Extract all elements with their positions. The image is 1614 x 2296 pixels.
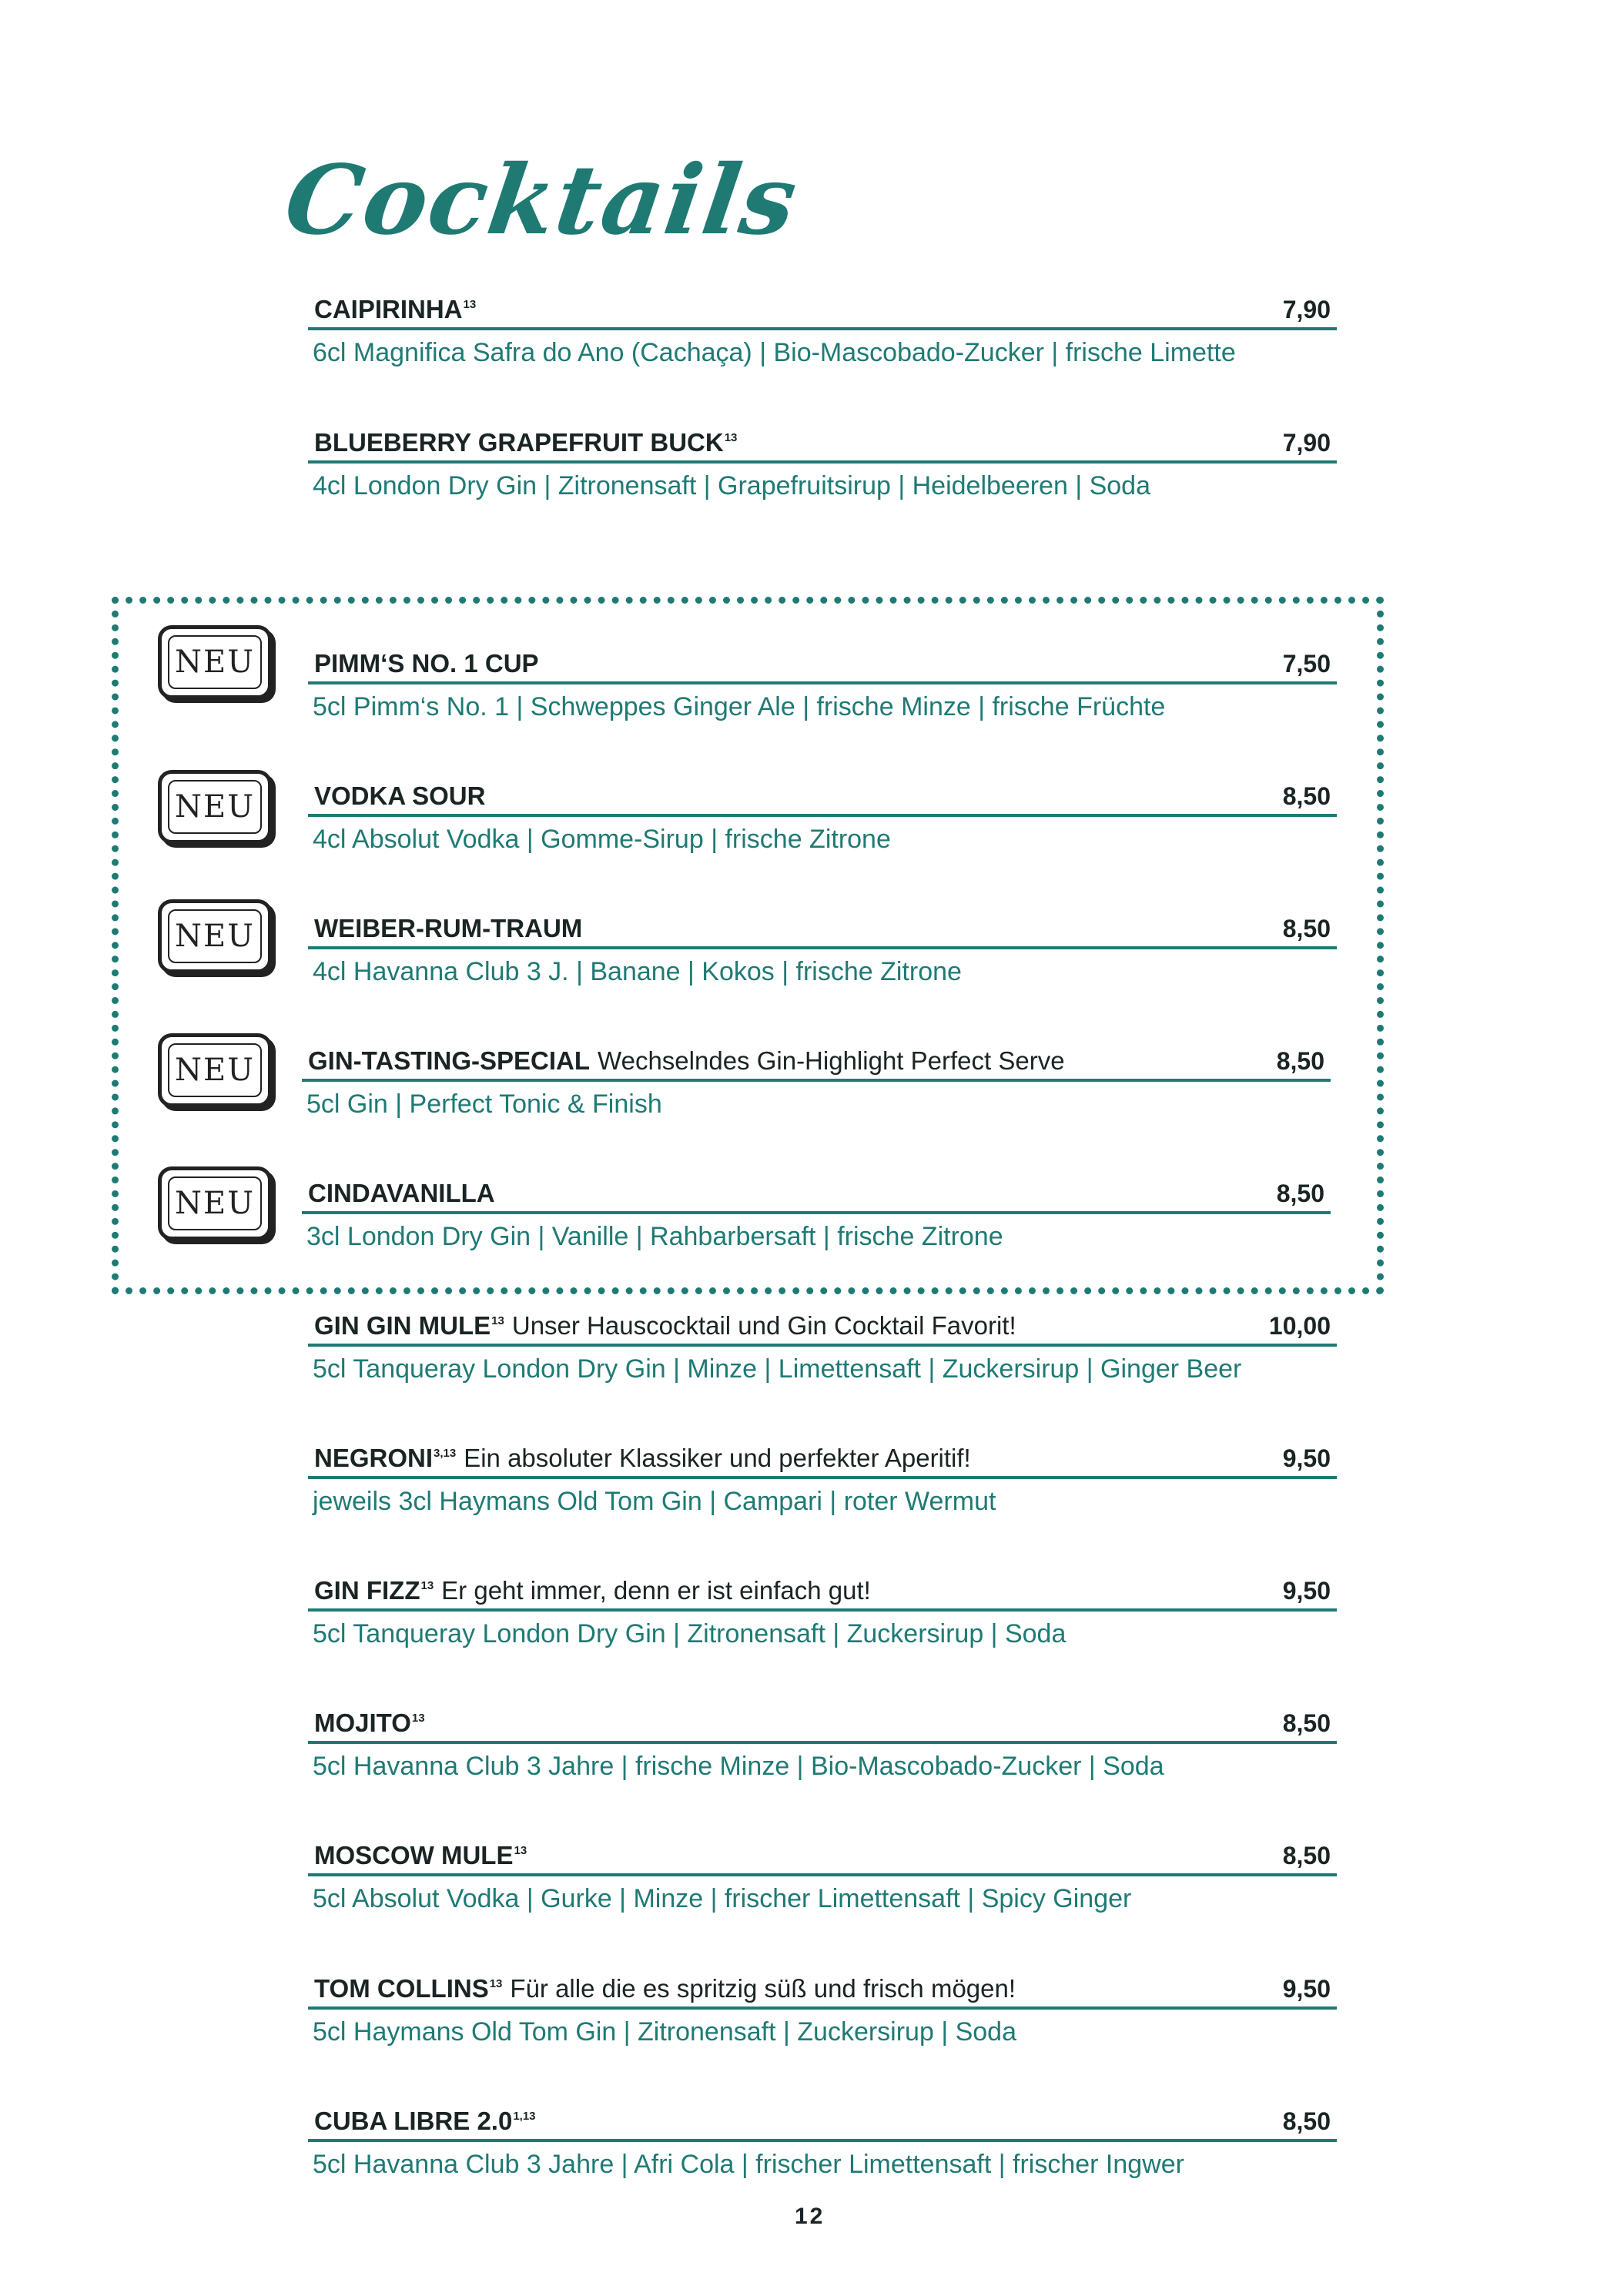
menu-item-gin-tasting-special (302, 1045, 1331, 1120)
item-name: CAIPIRINHA$^{13}$ (314, 295, 477, 323)
menu-item-cindavanilla (302, 1177, 1331, 1252)
item-price: 9,50 (1282, 1577, 1331, 1605)
item-tagline: Für alle die es spritzig süß und frisch mögen! (510, 1974, 1016, 2003)
item-description: 5cl Haymans Old Tom Gin | Zitronensaft | Zuckersirup | Soda (313, 2017, 1016, 2047)
item-tagline: Er geht immer, denn er ist einfach gut! (441, 1576, 871, 1605)
menu-item-moscow-mule (308, 1839, 1337, 1914)
menu-item-gin-fizz (308, 1575, 1337, 1649)
item-price: 8,50 (1282, 915, 1331, 942)
item-description: 5cl Havanna Club 3 Jahre | frische Minze | Bio-Mascobado-Zucker | Soda (313, 1752, 1164, 1781)
page-number: 12 (795, 2204, 825, 2229)
item-price: 7,90 (1282, 296, 1331, 323)
item-price: 7,90 (1282, 429, 1331, 457)
item-description: 4cl Havanna Club 3 J. | Banane | Kokos | frische Zitrone (313, 957, 962, 986)
item-price: 8,50 (1282, 782, 1331, 810)
item-name: TOM COLLINS$^{13}$ Für alle die es spritzig süß und frisch mögen! (314, 1974, 1016, 2003)
item-name: GIN GIN MULE$^{13}$ Unser Hauscocktail und Gin Cocktail Favorit! (314, 1311, 1016, 1340)
menu-item-cuba-libre (308, 2105, 1337, 2180)
item-description: 4cl Absolut Vodka | Gomme-Sirup | frische Zitrone (313, 825, 891, 854)
item-tagline: Ein absoluter Klassiker und perfekter Aperitif! (464, 1444, 971, 1472)
new-badge: NEU (158, 770, 272, 844)
item-description: 3cl London Dry Gin | Vanille | Rahbarbersaft | frische Zitrone (306, 1222, 1003, 1251)
menu-item-mojito (308, 1707, 1337, 1782)
item-tagline: Unser Hauscocktail und Gin Cocktail Favorit! (511, 1311, 1016, 1340)
item-name: MOSCOW MULE$^{13}$ (314, 1841, 527, 1869)
menu-item-negroni (308, 1442, 1337, 1517)
item-price: 8,50 (1282, 1709, 1331, 1737)
item-name: NEGRONI$^{3,13}$ Ein absoluter Klassiker und perfekter Aperitif! (314, 1444, 971, 1472)
item-price: 10,00 (1268, 1312, 1331, 1340)
item-name: WEIBER-RUM-TRAUM (314, 914, 583, 942)
item-description: 5cl Absolut Vodka | Gurke | Minze | frischer Limettensaft | Spicy Ginger (313, 1884, 1132, 1913)
item-name: CUBA LIBRE 2.0$^{1,13}$ (314, 2107, 536, 2135)
item-price: 8,50 (1282, 1842, 1331, 1869)
item-name: GIN FIZZ$^{13}$ Er geht immer, denn er ist einfach gut! (314, 1576, 871, 1605)
item-price: 8,50 (1276, 1047, 1324, 1075)
item-price: 9,50 (1282, 1975, 1331, 2003)
item-tagline: Wechselndes Gin-Highlight Perfect Serve (598, 1046, 1065, 1075)
menu-item-tom-collins (308, 1973, 1337, 2047)
menu-item-gin-gin-mule (308, 1310, 1337, 1384)
item-name: CINDAVANILLA (308, 1179, 495, 1207)
item-name: GIN-TASTING-SPECIAL Wechselndes Gin-Highlight Perfect Serve (308, 1046, 1065, 1075)
item-name: VODKA SOUR (314, 782, 486, 810)
item-description: 5cl Gin | Perfect Tonic & Finish (306, 1089, 662, 1119)
menu-item-caipirinha (308, 293, 1337, 368)
page-title: Cocktails (278, 145, 805, 256)
item-name: BLUEBERRY GRAPEFRUIT BUCK$^{13}$ (314, 428, 738, 457)
item-price: 9,50 (1282, 1444, 1331, 1472)
item-price: 7,50 (1282, 650, 1331, 678)
menu-item-pimms-no1-cup (308, 648, 1337, 722)
item-price: 8,50 (1276, 1180, 1324, 1207)
new-badge: NEU (158, 625, 272, 699)
item-description: jeweils 3cl Haymans Old Tom Gin | Campari | roter Wermut (313, 1487, 996, 1516)
menu-item-vodka-sour (308, 780, 1337, 855)
item-description: 5cl Tanqueray London Dry Gin | Zitronensaft | Zuckersirup | Soda (313, 1619, 1067, 1648)
item-description: 5cl Havanna Club 3 Jahre | Afri Cola | frischer Limettensaft | frischer Ingwer (313, 2150, 1184, 2179)
new-badge: NEU (158, 1033, 272, 1107)
new-badge: NEU (158, 1166, 272, 1240)
new-badge: NEU (158, 899, 272, 973)
item-description: 4cl London Dry Gin | Zitronensaft | Grapefruitsirup | Heidelbeeren | Soda (313, 471, 1150, 500)
menu-item-weiber-rum-traum (308, 912, 1337, 987)
item-description: 5cl Pimm‘s No. 1 | Schweppes Ginger Ale | frische Minze | frische Früchte (313, 692, 1166, 721)
menu-item-blueberry-grapefruit-buck (308, 427, 1337, 501)
item-name: MOJITO$^{13}$ (314, 1709, 425, 1737)
item-description: 5cl Tanqueray London Dry Gin | Minze | Limettensaft | Zuckersirup | Ginger Beer (313, 1354, 1242, 1384)
item-price: 8,50 (1282, 2107, 1331, 2135)
item-description: 6cl Magnifica Safra do Ano (Cachaça) | Bio-Mascobado-Zucker | frische Limette (313, 338, 1236, 367)
item-name: PIMM‘S NO. 1 CUP (314, 649, 539, 678)
